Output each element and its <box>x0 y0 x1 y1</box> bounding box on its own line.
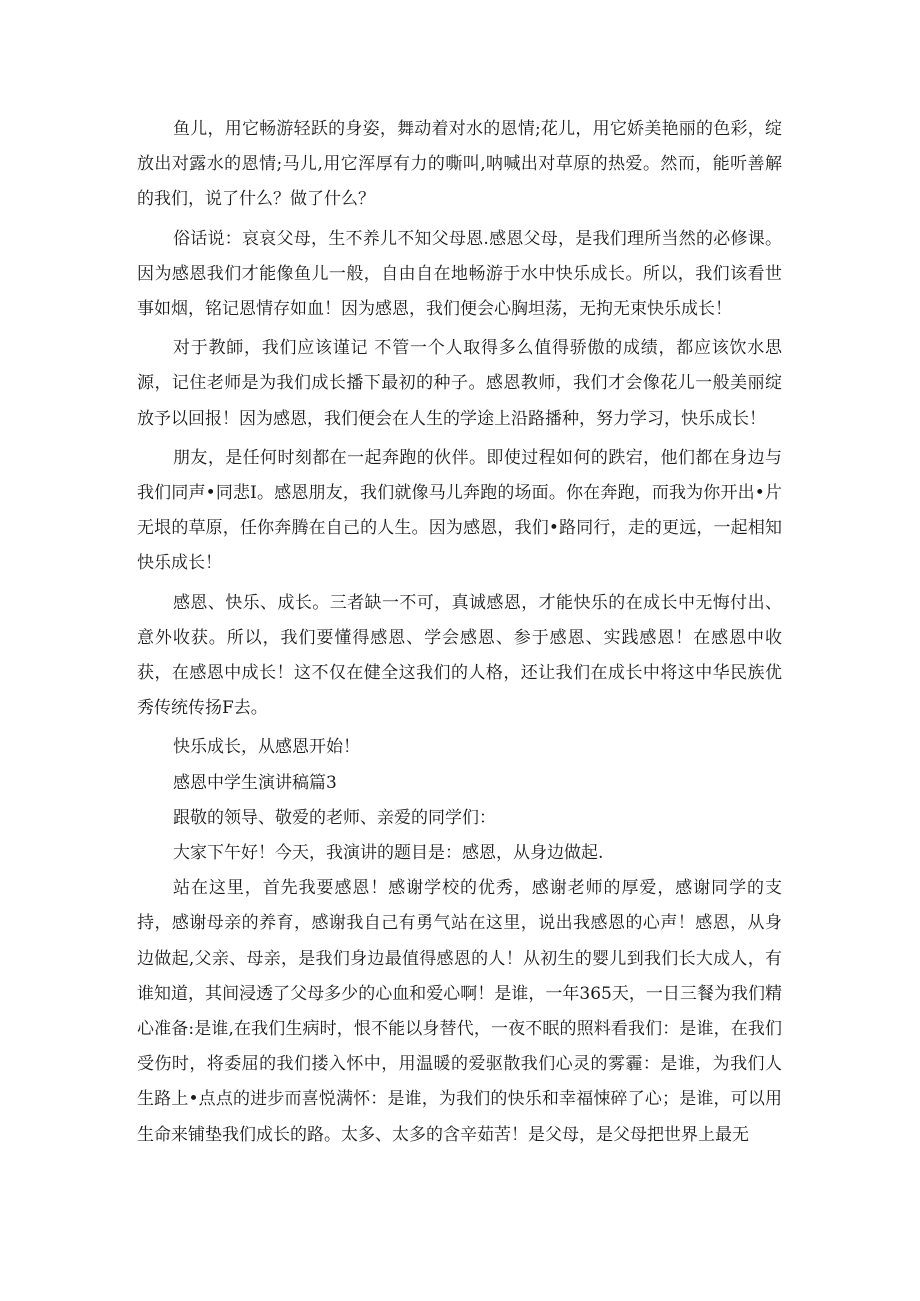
paragraph-parents: 俗话说：哀哀父母，生不养儿不知父母恩.感恩父母，是我们理所当然的必修课。因为感恩我们才能像鱼儿一般，自由自在地畅游于水中快乐成长。所以，我们该看世事如烟，铭记恩情存如血！因为感恩，我们便会心胸坦荡，无拘无束快乐成长！ <box>137 228 782 320</box>
document-body <box>137 112 782 1153</box>
paragraph-closing: 快乐成长，从感恩开始！ <box>173 737 360 758</box>
greeting: 大家下午好！今天，我演讲的题目是：感恩，从身边做起. <box>173 843 604 864</box>
paragraph-teachers: 对于教師，我们应该谨记 不管一个人取得多么值得骄傲的成绩，都应该饮水思源，记住老师是为我们成长播下最初的种子。感恩教师，我们才会像花儿一般美丽绽放予以回报！因为感恩，我们便会在人生的学途上沿路播种，努力学习，快乐成长！ <box>137 338 782 429</box>
section-heading: 感恩中学生演讲稿篇3 <box>173 772 337 793</box>
paragraph-intro: 鱼儿，用它畅游轻跃的身姿，舞动着对水的恩情;花儿，用它娇美艳丽的色彩，绽放出对露水的恩情;马儿,用它浑厚有力的嘶叫,呐喊出对草原的热爱。然而，能听善解的我们，说了什么？做了什么？ <box>137 119 782 210</box>
paragraph-friends: 朋友，是任何时刻都在一起奔跑的伙伴。即使过程如何的跌宕，他们都在身边与我们同声•同悲I。感恩朋友，我们就像马儿奔跑的场面。你在奔跑，而我为你开出•片无垠的草原，任你奔腾在自己的人生。因为感恩，我们•路同行，走的更远，一起相知快乐成长！ <box>137 447 782 574</box>
paragraph-speech-body: 站在这里，首先我要感恩！感谢学校的优秀，感谢老师的厚爱，感谢同学的支持，感谢母亲的养育，感谢我自己有勇气站在这里，说出我感恩的心声！感恩，从身边做起,父亲、母亲，是我们身边最值得感恩的人！从初生的婴儿到我们长大成人，有谁知道，其间浸透了父母多少的心血和爱心啊！是谁，一年365天，一日三餐为我们精心准备:是谁,在我们生病时，恨不能以身替代，一夜不眠的照料看我们：是谁，在我们受伤时，将委屈的我们搂入怀中，用温暖的爱驱散我们心灵的雾霾：是谁，为我们人生路上•点点的进步而喜悦满怀：是谁，为我们的快乐和幸福悚碎了心；是谁，可以用生命来铺垫我们成长的路。太多、太多的含辛茹苦！是父母，是父母把世界上最无 <box>137 878 782 1145</box>
salutation: 跟敬的领导、敬爱的老师、亲爱的同学们： <box>173 807 496 828</box>
paragraph-summary: 感恩、快乐、成长。三者缺一不可，真诚感恩，才能快乐的在成长中无悔付出、意外收获。所以，我们要懂得感恩、学会感恩、参于感恩、实践感恩！在感恩中收获，在感恩中成长！这不仅在健全这我们的人格，还让我们在成长中将这中华民族优秀传统传扬F去。 <box>137 592 782 719</box>
